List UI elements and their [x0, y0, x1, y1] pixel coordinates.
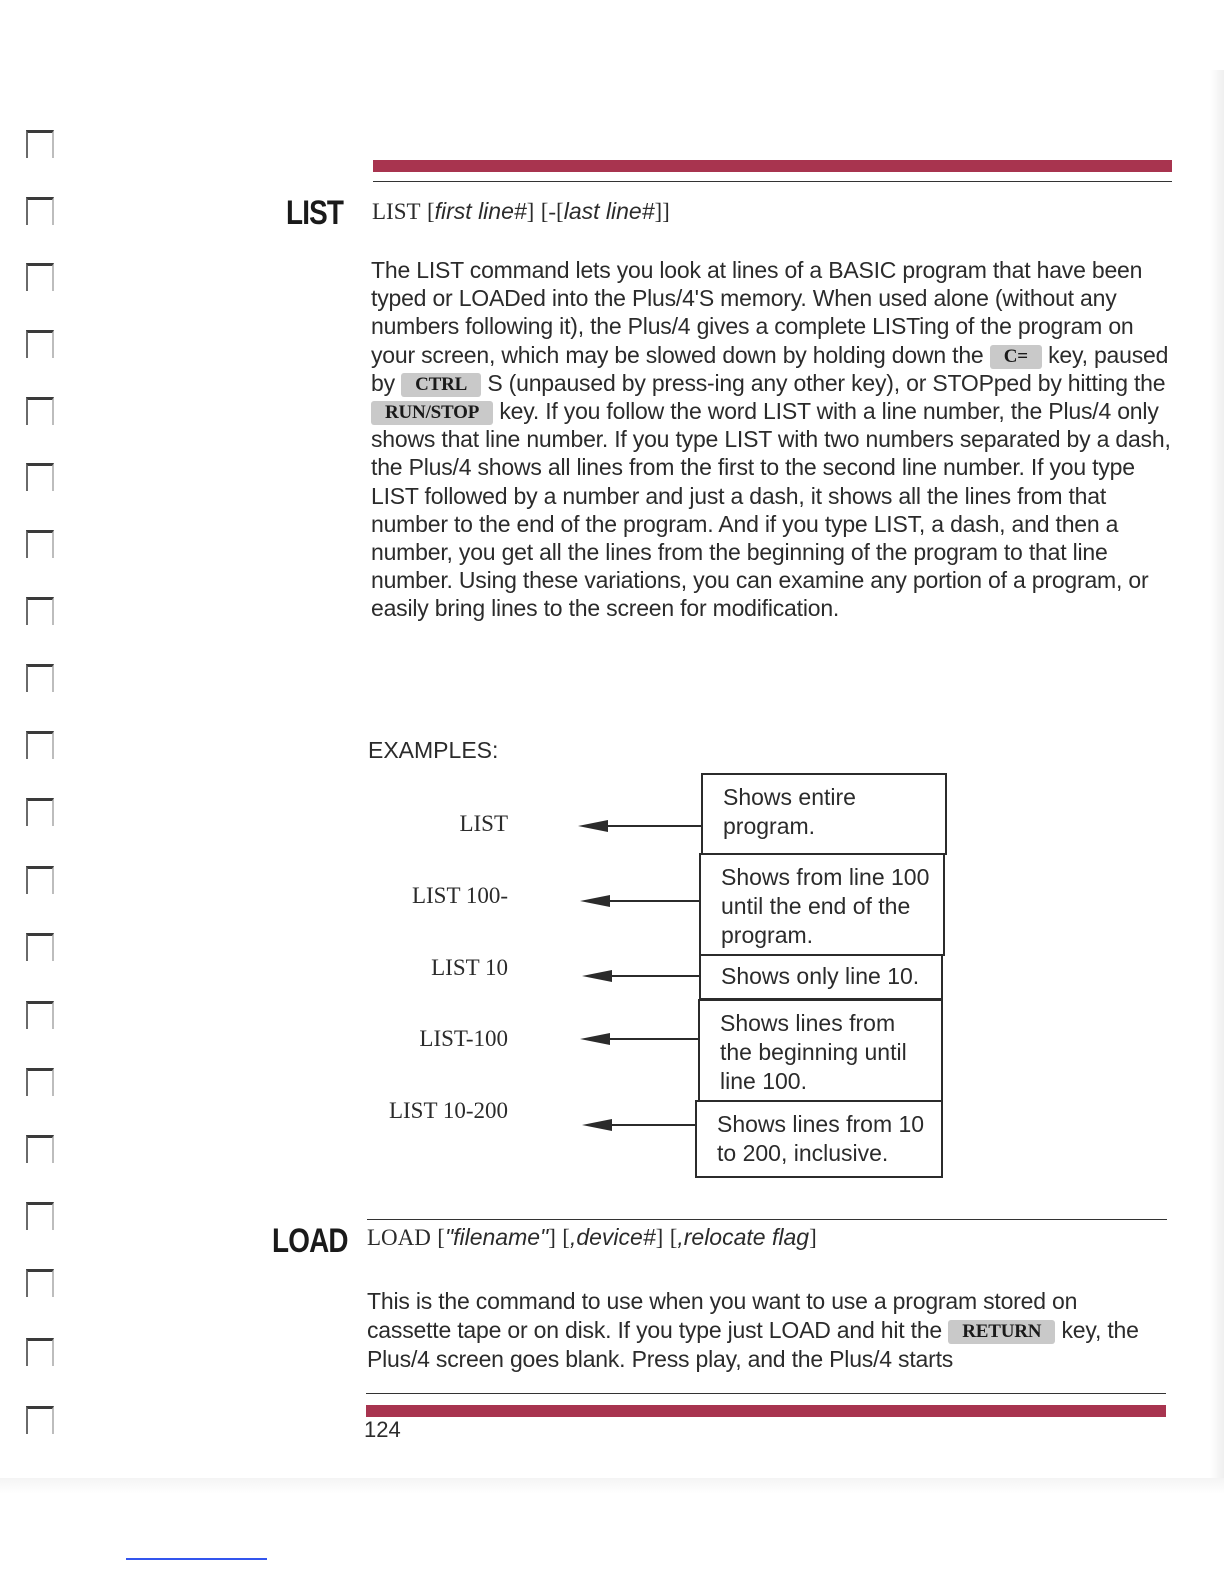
- example-command: LIST 100-: [411, 883, 508, 908]
- syntax-bracket: ]: [655, 1225, 664, 1250]
- syntax-argument: ,device#: [569, 1224, 656, 1250]
- binding-hole: [26, 197, 54, 225]
- syntax-command: LOAD: [367, 1225, 431, 1250]
- load-section-rule: [367, 1219, 1167, 1220]
- binding-hole: [26, 397, 54, 425]
- example-description-box: [699, 954, 943, 1000]
- example-command: LIST: [459, 811, 508, 836]
- list-description-text: key. If you follow the word LIST with a line number, the Plus/4 only shows that line number. If you type LIST with two numbers separated by a dash, the Plus/4 shows all lines from the first to the second line number. If you type LIST followed by a number and just a dash, it shows all the lines from that number to the end of the program. And if you type LIST, a dash, and then a number, you get all the lines from the beginning of the program to that line number. Using these variations, you can examine any portion of a program, or easily bring lines to the screen for modification.: [371, 398, 1171, 622]
- syntax-bracket: [-[: [540, 199, 564, 224]
- syntax-command: LIST: [372, 199, 421, 224]
- list-description-text: key, paused by: [371, 341, 1169, 396]
- binding-hole: [26, 597, 54, 625]
- syntax-argument: ,relocate flag: [677, 1224, 810, 1250]
- example-description: Shows lines from 10 to 200, inclusive.: [717, 1111, 925, 1166]
- run-stop-key: RUN/STOP: [371, 401, 493, 425]
- syntax-bracket: ]: [809, 1225, 817, 1250]
- binding-hole: [26, 263, 54, 291]
- binding-hole: [26, 866, 54, 894]
- ctrl-key: CTRL: [401, 373, 481, 397]
- underline-mark: [126, 1558, 267, 1560]
- list-heading: LIST: [286, 194, 344, 232]
- binding-hole: [26, 1338, 54, 1366]
- page-bottom-shadow: [0, 1478, 1224, 1494]
- load-syntax: [367, 1224, 817, 1251]
- binding-hole: [26, 530, 54, 558]
- bottom-accent-rule: [366, 1405, 1166, 1417]
- page-edge-shadow: [1210, 70, 1224, 1490]
- list-description-text: S (unpaused by press-ing any other key), or STOPped by hitting the: [487, 369, 1166, 396]
- example-description-box: [698, 999, 943, 1103]
- binding-hole: [26, 731, 54, 759]
- return-key: RETURN: [948, 1320, 1055, 1344]
- load-heading: LOAD: [272, 1222, 348, 1260]
- syntax-bracket: ]: [548, 1225, 556, 1250]
- top-thin-rule: [373, 181, 1172, 182]
- binding-hole: [26, 1406, 54, 1434]
- syntax-bracket: ]]: [654, 199, 670, 224]
- examples-label: EXAMPLES:: [368, 737, 499, 763]
- example-description-box: [699, 853, 945, 956]
- arrow-line: [604, 1124, 697, 1126]
- top-accent-rule: [373, 160, 1172, 172]
- binding-hole: [26, 798, 54, 826]
- binding-hole: [26, 1269, 54, 1297]
- commodore-key: C=: [990, 345, 1042, 369]
- page-number: 124: [364, 1417, 401, 1442]
- example-description: Shows lines from the beginning until line 100.: [720, 1010, 907, 1094]
- load-description-text: This is the command to use when you want to use a program stored on cassette tape or on disk. If you type just LOAD and hit the: [367, 1288, 1078, 1343]
- example-command: LIST 10: [431, 955, 508, 980]
- example-description: Shows entire program.: [723, 784, 856, 839]
- binding-hole: [26, 130, 54, 158]
- bottom-thin-rule: [366, 1393, 1166, 1394]
- example-description-box: [701, 773, 947, 855]
- arrow-line: [602, 900, 700, 902]
- binding-hole: [26, 1001, 54, 1029]
- arrow-line: [600, 825, 702, 827]
- syntax-argument: last line#: [563, 198, 655, 224]
- syntax-bracket: [: [437, 1225, 445, 1250]
- binding-hole: [26, 330, 54, 358]
- binding-hole: [26, 933, 54, 961]
- syntax-bracket: [: [669, 1225, 678, 1250]
- example-command: LIST-100: [419, 1026, 508, 1051]
- syntax-bracket: ]: [526, 199, 535, 224]
- binding-hole: [26, 1202, 54, 1230]
- syntax-bracket: [: [562, 1225, 570, 1250]
- list-description: [371, 256, 1171, 623]
- binding-hole: [26, 1068, 54, 1096]
- binding-hole: [26, 1135, 54, 1163]
- load-description: [367, 1287, 1167, 1374]
- arrow-line: [602, 1038, 698, 1040]
- binding-hole: [26, 463, 54, 491]
- syntax-bracket: [: [426, 199, 435, 224]
- example-description-box: [695, 1100, 943, 1178]
- syntax-argument: first line#: [434, 198, 527, 224]
- list-syntax: [372, 198, 670, 225]
- example-command: LIST 10-200: [388, 1098, 508, 1123]
- example-description: Shows only line 10.: [721, 963, 920, 989]
- example-description: Shows from line 100 until the end of the program.: [721, 864, 930, 948]
- arrow-line: [604, 975, 700, 977]
- load-description-text: key, the Plus/4 screen goes blank. Press play, and the Plus/4 starts: [367, 1317, 1139, 1372]
- list-description-text: The LIST command lets you look at lines of a BASIC program that have been typed or LOADed into the Plus/4'S memory. When used alone (without any numbers following it), the Plus/4 gives a complete LISTing of the program on your screen, which may be slowed down by holding down the: [371, 257, 1143, 368]
- syntax-argument: "filename": [444, 1224, 549, 1250]
- binding-hole: [26, 664, 54, 692]
